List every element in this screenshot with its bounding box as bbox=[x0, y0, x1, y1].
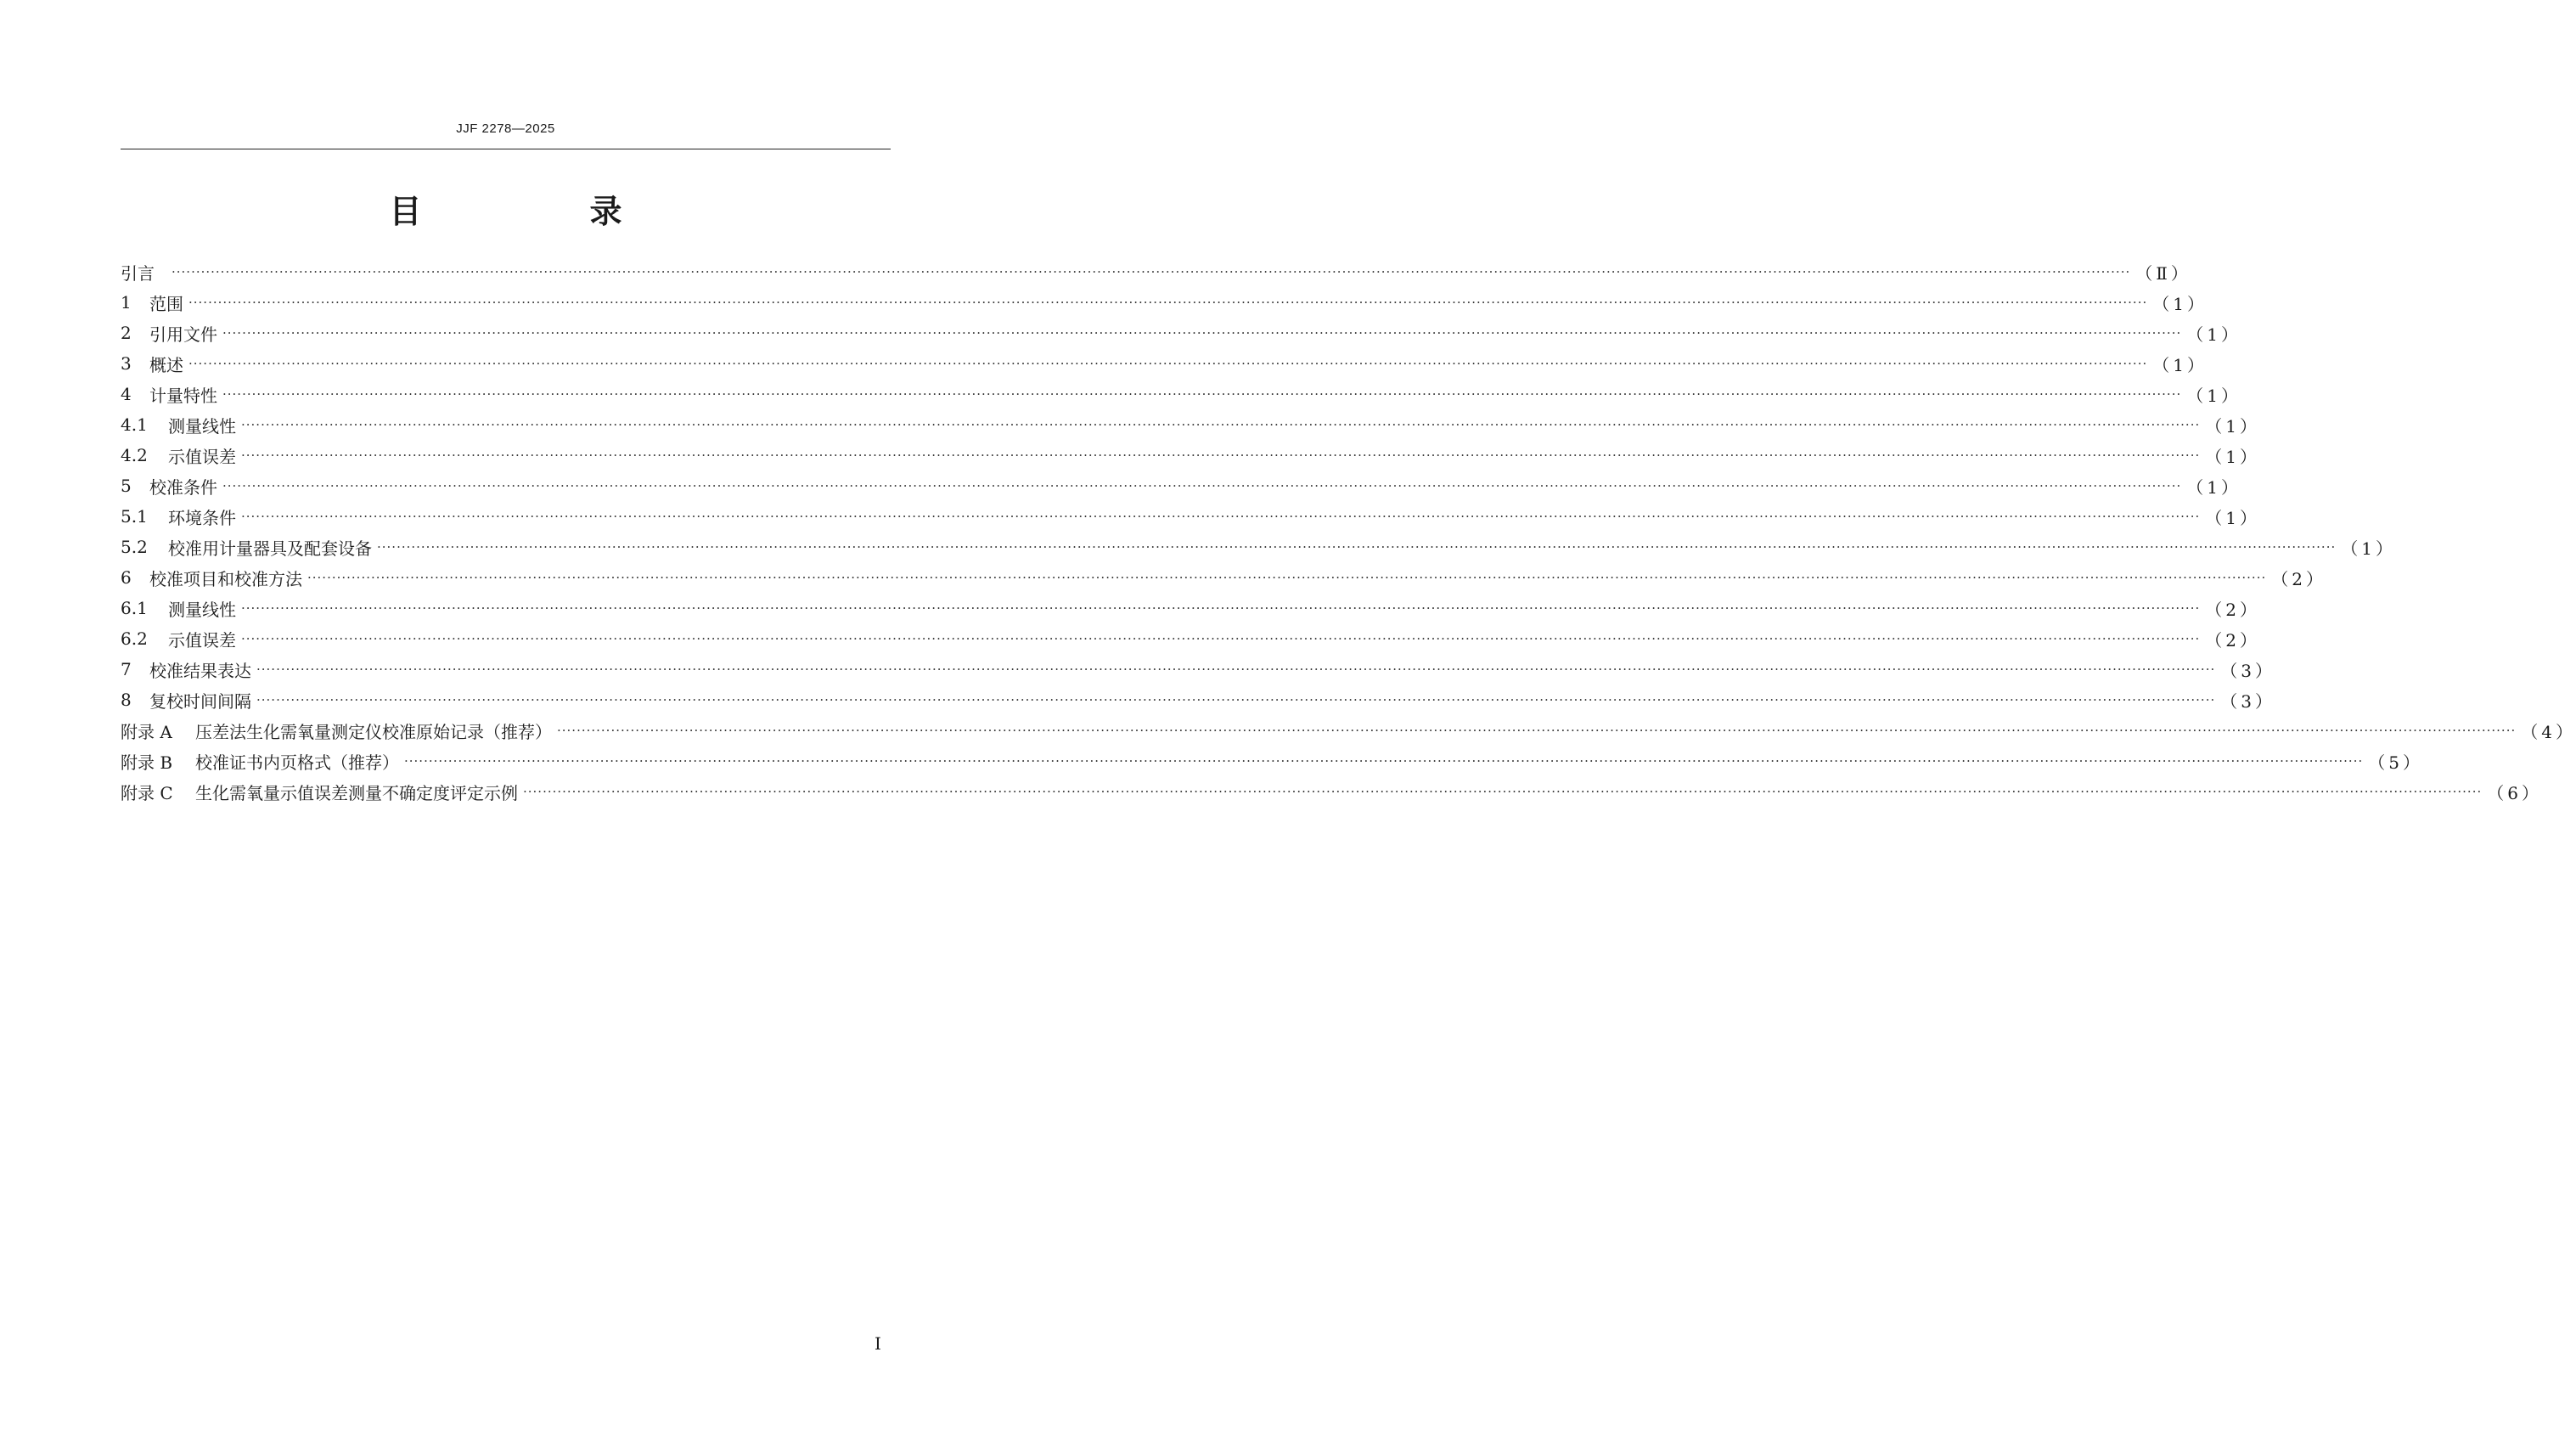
toc-entry-label: 校准项目和校准方法 bbox=[149, 568, 302, 589]
toc-entry-number: 8 bbox=[121, 690, 132, 710]
toc-entry[interactable] bbox=[121, 532, 2396, 562]
toc-entry-page: （1） bbox=[2205, 415, 2260, 437]
toc-leader-dots: ················································································································································································································································································································································································································ bbox=[172, 264, 2131, 279]
toc-leader-dots: ················································································································································································································································································································································································································ bbox=[404, 753, 2364, 769]
toc-leader-dots: ················································································································································································································································································································································································································ bbox=[241, 448, 2201, 463]
page-title: 目 录 bbox=[389, 193, 690, 230]
toc-entry-page: （1） bbox=[2152, 354, 2208, 375]
toc-entry[interactable] bbox=[121, 287, 2208, 318]
toc-entry-label: 压差法生化需氧量测定仪校准原始记录（推荐） bbox=[195, 721, 552, 742]
toc-leader-dots: ················································································································································································································································································································································································································ bbox=[377, 539, 2337, 555]
toc-entry-page: （4） bbox=[2521, 721, 2576, 742]
toc-entry-page: （6） bbox=[2487, 782, 2542, 803]
toc-leader-dots: ················································································································································································································································································································································································································ bbox=[222, 325, 2182, 341]
table-of-contents bbox=[121, 256, 2576, 807]
toc-entry-number: 2 bbox=[121, 323, 132, 343]
toc-entry[interactable] bbox=[121, 440, 2260, 470]
toc-entry[interactable] bbox=[121, 501, 2260, 532]
toc-entry[interactable] bbox=[121, 593, 2260, 623]
toc-entry-page: （5） bbox=[2368, 752, 2423, 773]
toc-entry-number: 附录 B bbox=[121, 752, 173, 773]
toc-entry-number: 6.1 bbox=[121, 598, 148, 618]
toc-entry-number: 3 bbox=[121, 353, 132, 374]
toc-entry-page: （1） bbox=[2186, 324, 2241, 345]
toc-entry-number: 5.2 bbox=[121, 537, 148, 557]
toc-entry-number: 附录 C bbox=[121, 782, 173, 803]
toc-entry-label: 示值误差 bbox=[168, 629, 236, 651]
toc-leader-dots: ················································································································································································································································································································································································································ bbox=[256, 692, 2216, 707]
toc-entry[interactable] bbox=[121, 470, 2241, 501]
toc-entry-number: 1 bbox=[121, 292, 132, 313]
toc-entry[interactable] bbox=[121, 562, 2326, 593]
toc-entry[interactable] bbox=[121, 318, 2241, 348]
toc-entry-number: 4.1 bbox=[121, 414, 148, 435]
toc-entry-number: 5.1 bbox=[121, 506, 148, 527]
toc-entry-label: 校准条件 bbox=[149, 476, 217, 498]
toc-leader-dots: ················································································································································································································································································································································································································ bbox=[256, 662, 2216, 677]
toc-entry-page: （1） bbox=[2186, 385, 2241, 406]
toc-entry-number: 4.2 bbox=[121, 445, 148, 465]
toc-entry[interactable] bbox=[121, 746, 2423, 776]
toc-entry-label: 范围 bbox=[149, 293, 183, 314]
toc-entry-label: 测量线性 bbox=[168, 599, 236, 620]
toc-leader-dots: ················································································································································································································································································································································································································ bbox=[307, 570, 2267, 585]
toc-entry-number: 7 bbox=[121, 659, 132, 679]
toc-entry-number: 附录 A bbox=[121, 721, 172, 742]
toc-entry-label: 校准用计量器具及配套设备 bbox=[168, 538, 372, 559]
toc-entry[interactable] bbox=[121, 409, 2260, 440]
page-number: Ⅰ bbox=[875, 1333, 881, 1354]
toc-entry-label: 测量线性 bbox=[168, 415, 236, 437]
toc-entry[interactable] bbox=[121, 623, 2260, 654]
toc-entry-page: （2） bbox=[2205, 599, 2260, 620]
toc-entry-number: 6 bbox=[121, 567, 132, 588]
toc-leader-dots: ················································································································································································································································································································································································································ bbox=[241, 417, 2201, 432]
toc-entry-page: （2） bbox=[2205, 629, 2260, 651]
toc-entry-label: 复校时间间隔 bbox=[149, 690, 251, 712]
toc-entry-page: （1） bbox=[2205, 446, 2260, 467]
toc-entry-page: （1） bbox=[2205, 507, 2260, 528]
toc-entry-label: 引言 bbox=[121, 262, 155, 284]
toc-entry[interactable] bbox=[121, 776, 2542, 807]
toc-entry-label: 校准证书内页格式（推荐） bbox=[195, 752, 399, 773]
toc-leader-dots: ················································································································································································································································································································································································································ bbox=[241, 600, 2201, 616]
toc-leader-dots: ················································································································································································································································································································································································································ bbox=[222, 386, 2182, 402]
toc-entry-number: 6.2 bbox=[121, 628, 148, 649]
toc-entry-label: 示值误差 bbox=[168, 446, 236, 467]
toc-entry-page: （3） bbox=[2220, 690, 2275, 712]
toc-entry[interactable] bbox=[121, 715, 2576, 746]
toc-leader-dots: ················································································································································································································································································································································································································ bbox=[523, 784, 2483, 799]
toc-entry-number: 5 bbox=[121, 476, 132, 496]
toc-entry[interactable] bbox=[121, 654, 2275, 685]
toc-entry-page: （3） bbox=[2220, 660, 2275, 681]
toc-entry-label: 生化需氧量示值误差测量不确定度评定示例 bbox=[195, 782, 518, 803]
document-code-header: JJF 2278—2025 bbox=[456, 121, 555, 136]
toc-entry-label: 引用文件 bbox=[149, 324, 217, 345]
toc-leader-dots: ················································································································································································································································································································································································································ bbox=[222, 478, 2182, 493]
toc-entry-page: （1） bbox=[2152, 293, 2208, 314]
toc-entry-page: （1） bbox=[2186, 476, 2241, 498]
toc-entry-label: 概述 bbox=[149, 354, 183, 375]
toc-entry[interactable] bbox=[121, 348, 2208, 379]
toc-entry[interactable] bbox=[121, 379, 2241, 409]
toc-entry-label: 计量特性 bbox=[149, 385, 217, 406]
toc-leader-dots: ················································································································································································································································································································································································································ bbox=[188, 295, 2148, 310]
toc-entry-page: （2） bbox=[2271, 568, 2326, 589]
toc-entry-label: 环境条件 bbox=[168, 507, 236, 528]
toc-leader-dots: ················································································································································································································································································································································································································ bbox=[241, 631, 2201, 646]
toc-entry-number: 4 bbox=[121, 384, 132, 404]
toc-entry[interactable] bbox=[121, 256, 2191, 287]
toc-entry[interactable] bbox=[121, 685, 2275, 715]
toc-entry-label: 校准结果表达 bbox=[149, 660, 251, 681]
toc-leader-dots: ················································································································································································································································································································································································································ bbox=[557, 723, 2517, 738]
toc-leader-dots: ················································································································································································································································································································································································································ bbox=[241, 509, 2201, 524]
toc-entry-page: （1） bbox=[2341, 538, 2396, 559]
toc-entry-page: （Ⅱ） bbox=[2135, 262, 2191, 284]
toc-leader-dots: ················································································································································································································································································································································································································ bbox=[188, 356, 2148, 371]
